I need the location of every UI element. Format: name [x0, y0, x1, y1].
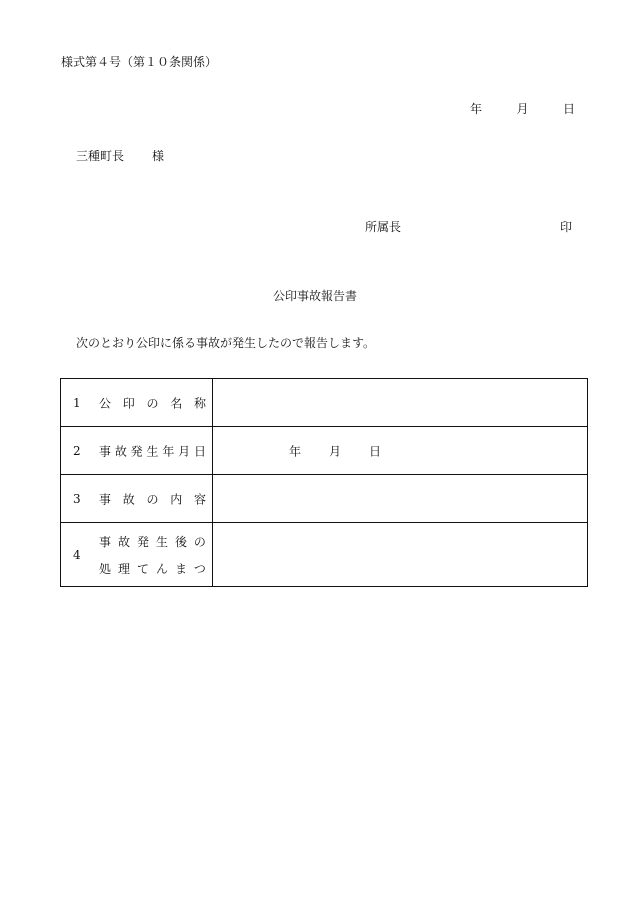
label-char: 事	[99, 444, 112, 458]
label-char: 容	[193, 492, 206, 506]
label-char: 公	[99, 396, 112, 410]
label-char: 生	[155, 534, 168, 549]
label-char: 印	[122, 396, 135, 410]
label-char: 故	[117, 534, 130, 549]
applicant-label: 所属長	[365, 220, 402, 234]
table-row-seal-name	[61, 379, 588, 427]
label-char: 日	[193, 444, 206, 458]
row-label-cell	[61, 379, 213, 427]
label-char: 事	[99, 534, 112, 549]
row-number: 1	[73, 395, 81, 410]
incident-date-field[interactable]	[213, 427, 588, 475]
label-char: 名	[170, 396, 183, 410]
row-number: 4	[73, 547, 81, 562]
row-number: 3	[73, 491, 81, 506]
label-char: ま	[174, 561, 187, 576]
incident-year-label: 年	[289, 444, 302, 458]
label-char: 称	[193, 396, 206, 410]
row-label-post-incident-handling	[99, 533, 206, 577]
addressee-name: 三種町長	[76, 149, 125, 163]
row-label-incident-date	[99, 442, 206, 459]
row-label-cell	[61, 523, 213, 587]
date-year-label: 年	[470, 102, 483, 116]
label-char: 処	[99, 561, 112, 576]
label-char: て	[136, 561, 149, 576]
label-char: 故	[122, 492, 135, 506]
label-char: の	[146, 396, 159, 410]
label-char: 事	[99, 492, 112, 506]
document-title: 公印事故報告書	[272, 289, 357, 303]
intro-text: 次のとおり公印に係る事故が発生したので報告します。	[76, 336, 376, 350]
table-row-incident-details	[61, 475, 588, 523]
post-incident-handling-field[interactable]	[213, 523, 588, 587]
addressee	[76, 150, 164, 162]
label-char: 発	[136, 534, 149, 549]
seal-name-field[interactable]	[213, 379, 588, 427]
seal-mark: 印	[560, 220, 573, 234]
row-number: 2	[73, 443, 81, 458]
label-char: 月	[178, 444, 191, 458]
label-char: ん	[155, 561, 168, 576]
label-char: 故	[114, 444, 127, 458]
row-label-incident-details	[99, 490, 206, 507]
label-char: 発	[130, 444, 143, 458]
submission-date	[470, 103, 575, 115]
row-label-seal-name	[99, 394, 206, 411]
incident-month-label: 月	[328, 444, 341, 458]
addressee-honorific: 様	[152, 149, 165, 163]
label-char: 後	[174, 534, 187, 549]
label-char: の	[146, 492, 159, 506]
row-label-cell	[61, 475, 213, 523]
incident-details-field[interactable]	[213, 475, 588, 523]
label-char: 内	[170, 492, 183, 506]
report-table	[60, 378, 588, 587]
row-label-cell	[61, 427, 213, 475]
form-number: 様式第４号（第１０条関係）	[61, 55, 218, 69]
table-row-post-incident-handling	[61, 523, 588, 587]
date-day-label: 日	[562, 102, 575, 116]
incident-day-label: 日	[368, 444, 381, 458]
label-char: 年	[162, 444, 175, 458]
label-char: 生	[146, 444, 159, 458]
table-row-incident-date	[61, 427, 588, 475]
label-char: の	[193, 534, 206, 549]
label-char: 理	[117, 561, 130, 576]
date-month-label: 月	[516, 102, 529, 116]
label-char: つ	[193, 561, 206, 576]
